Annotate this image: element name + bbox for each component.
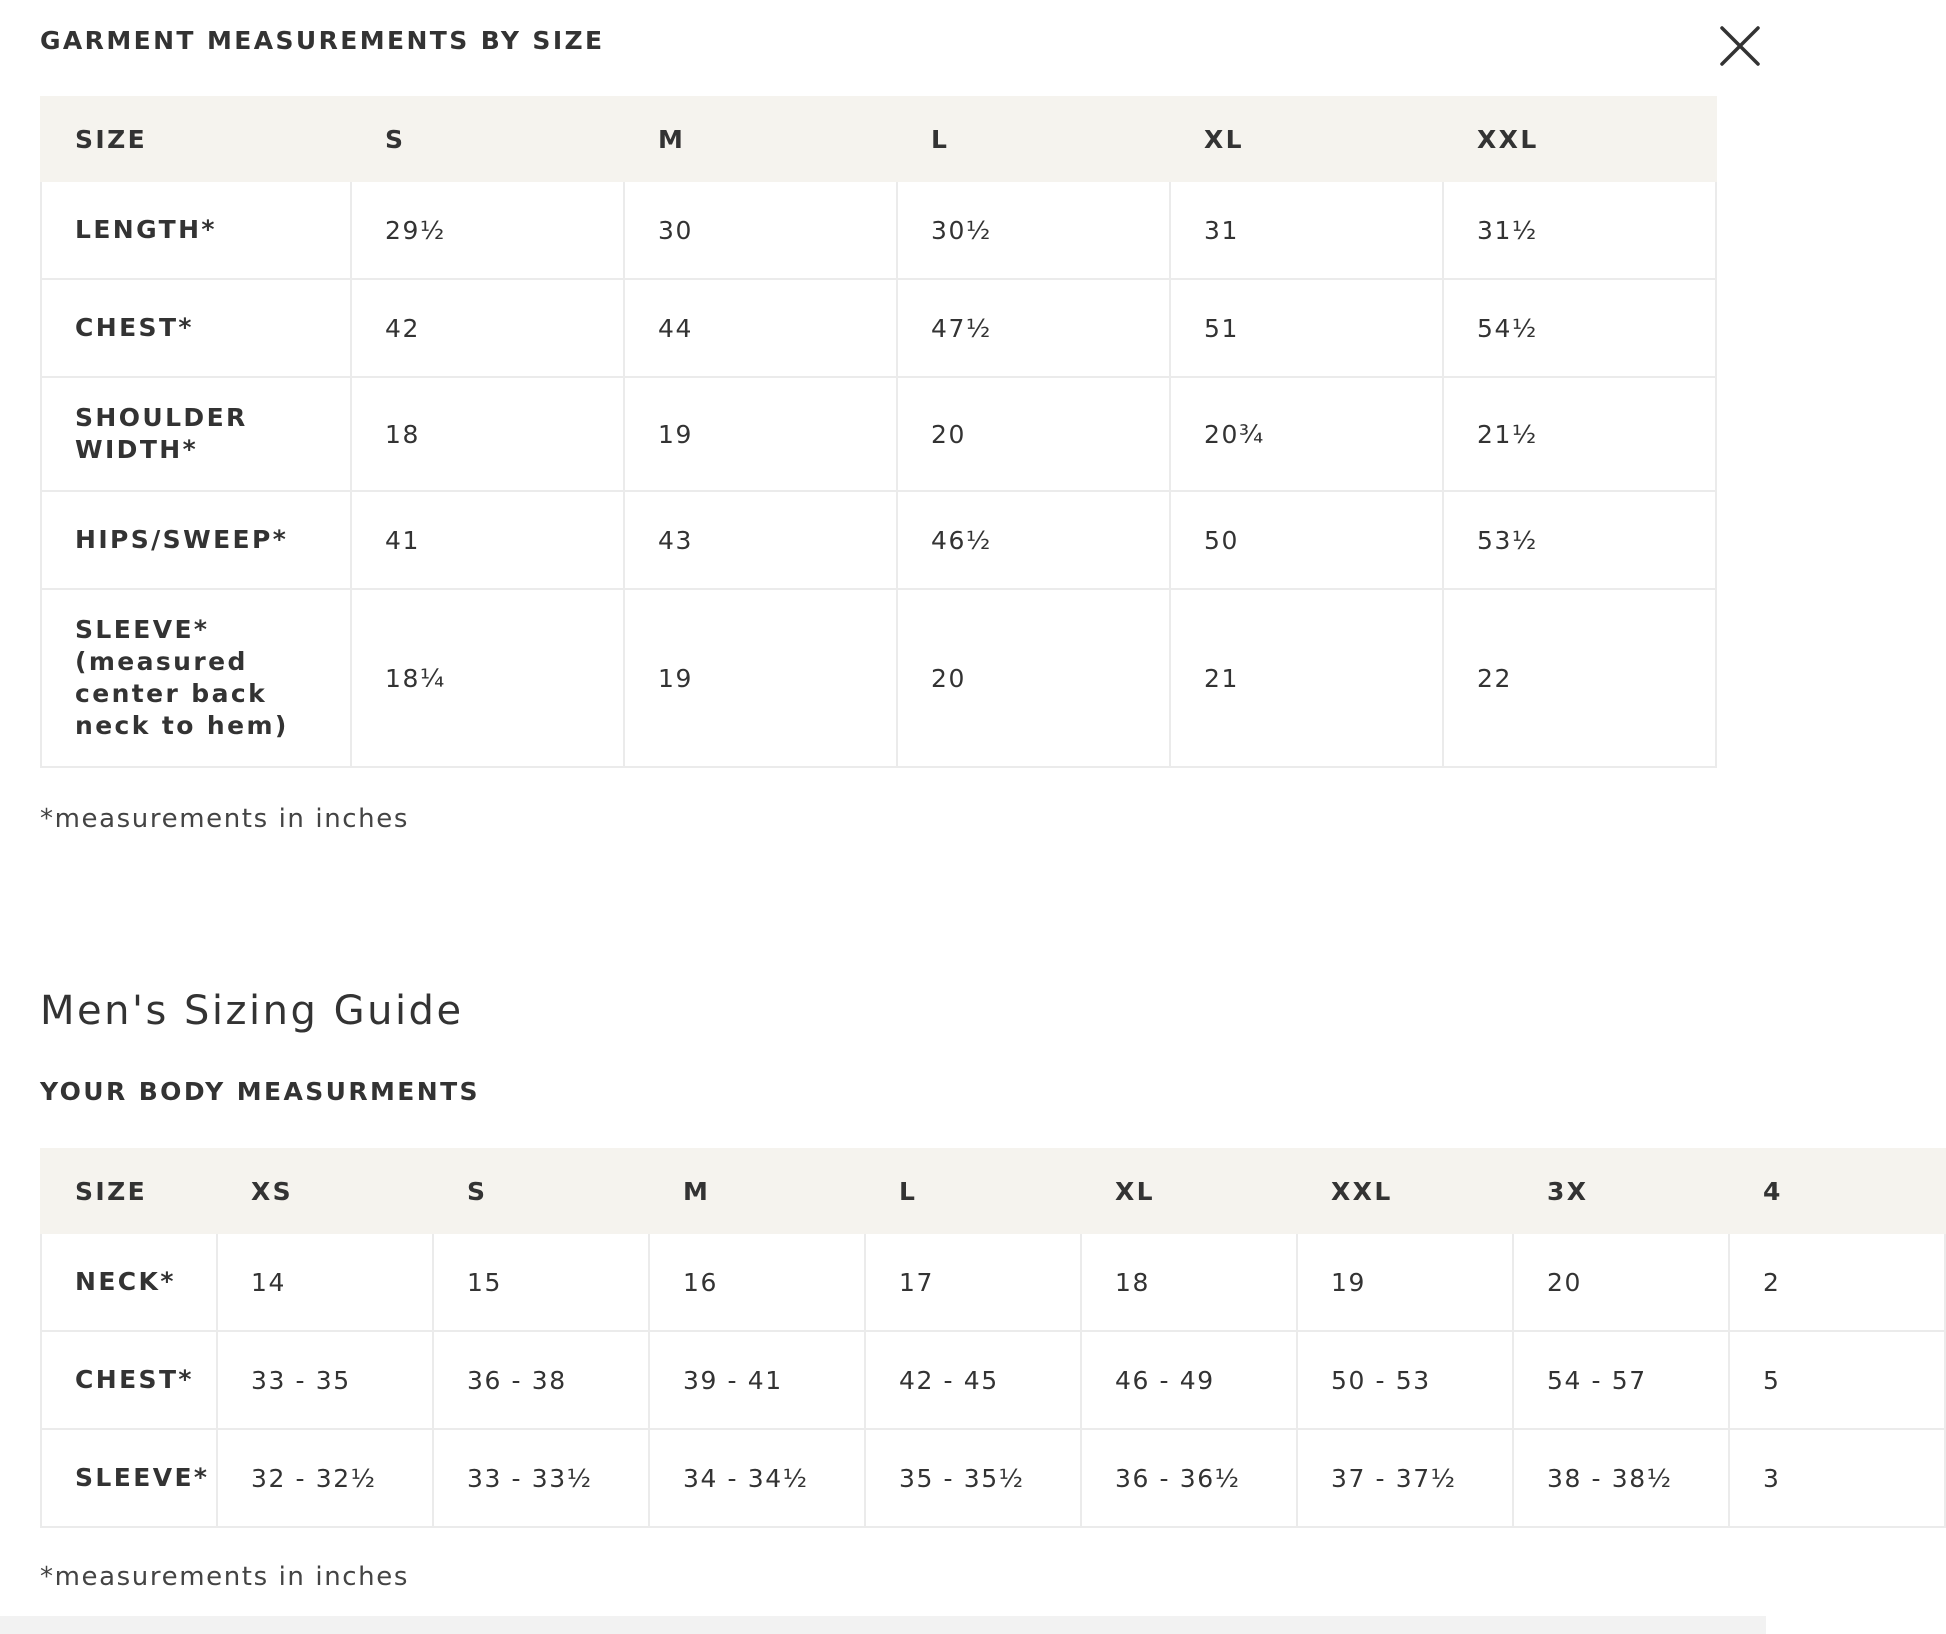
table-row bbox=[41, 181, 1716, 279]
table-cell: 47½ bbox=[897, 279, 1170, 377]
table-cell: 33 - 35 bbox=[217, 1331, 433, 1429]
column-header: S bbox=[351, 97, 624, 181]
table-cell: 42 - 45 bbox=[865, 1331, 1081, 1429]
table-cell: 30½ bbox=[897, 181, 1170, 279]
row-label: CHEST* bbox=[41, 279, 351, 377]
table-row bbox=[41, 1233, 1945, 1331]
mens-sizing-guide-title: Men's Sizing Guide bbox=[40, 988, 464, 1034]
table-row bbox=[41, 279, 1716, 377]
close-button[interactable] bbox=[1716, 22, 1764, 70]
garment-measurements-title: GARMENT MEASUREMENTS BY SIZE bbox=[40, 26, 605, 55]
column-header: L bbox=[897, 97, 1170, 181]
table-cell: 36 - 36½ bbox=[1081, 1429, 1297, 1527]
column-header: 3X bbox=[1513, 1149, 1729, 1233]
column-header: 4 bbox=[1729, 1149, 1945, 1233]
table-cell: 36 - 38 bbox=[433, 1331, 649, 1429]
table-row bbox=[41, 1331, 1945, 1429]
table-cell: 17 bbox=[865, 1233, 1081, 1331]
table-cell: 44 bbox=[624, 279, 897, 377]
table-cell: 31½ bbox=[1443, 181, 1716, 279]
column-header: SIZE bbox=[41, 97, 351, 181]
table-cell: 19 bbox=[624, 377, 897, 491]
column-header: XXL bbox=[1443, 97, 1716, 181]
table-cell: 43 bbox=[624, 491, 897, 589]
table-cell: 37 - 37½ bbox=[1297, 1429, 1513, 1527]
row-label: CHEST* bbox=[41, 1331, 217, 1429]
column-header: XS bbox=[217, 1149, 433, 1233]
table-cell: 18 bbox=[1081, 1233, 1297, 1331]
table-cell: 42 bbox=[351, 279, 624, 377]
table-cell: 21½ bbox=[1443, 377, 1716, 491]
table-cell: 19 bbox=[1297, 1233, 1513, 1331]
table-cell: 50 bbox=[1170, 491, 1443, 589]
column-header: XL bbox=[1170, 97, 1443, 181]
table-cell: 19 bbox=[624, 589, 897, 767]
table-cell: 21 bbox=[1170, 589, 1443, 767]
row-label: SLEEVE* (measured center back neck to hem) bbox=[41, 589, 351, 767]
body-measurements-title: YOUR BODY MEASURMENTS bbox=[40, 1077, 480, 1106]
table-header-row bbox=[41, 1149, 1945, 1233]
row-label: LENGTH* bbox=[41, 181, 351, 279]
column-header: S bbox=[433, 1149, 649, 1233]
column-header: L bbox=[865, 1149, 1081, 1233]
table-cell: 32 - 32½ bbox=[217, 1429, 433, 1527]
column-header: M bbox=[624, 97, 897, 181]
table-cell: 20 bbox=[1513, 1233, 1729, 1331]
table-cell: 20 bbox=[897, 377, 1170, 491]
table-cell: 31 bbox=[1170, 181, 1443, 279]
table-cell: 3 bbox=[1729, 1429, 1945, 1527]
row-label: HIPS/SWEEP* bbox=[41, 491, 351, 589]
table-cell: 20¾ bbox=[1170, 377, 1443, 491]
modal-bottom-edge bbox=[0, 1616, 1766, 1634]
column-header: SIZE bbox=[41, 1149, 217, 1233]
row-label: SLEEVE* bbox=[41, 1429, 217, 1527]
garment-measurements-table bbox=[40, 96, 1717, 768]
table-cell: 33 - 33½ bbox=[433, 1429, 649, 1527]
table-cell: 5 bbox=[1729, 1331, 1945, 1429]
table-cell: 30 bbox=[624, 181, 897, 279]
garment-footnote: *measurements in inches bbox=[40, 804, 409, 834]
table-cell: 38 - 38½ bbox=[1513, 1429, 1729, 1527]
table-cell: 46½ bbox=[897, 491, 1170, 589]
body-footnote: *measurements in inches bbox=[40, 1562, 409, 1592]
table-cell: 39 - 41 bbox=[649, 1331, 865, 1429]
table-cell: 18 bbox=[351, 377, 624, 491]
table-cell: 50 - 53 bbox=[1297, 1331, 1513, 1429]
column-header: M bbox=[649, 1149, 865, 1233]
close-icon bbox=[1716, 22, 1764, 70]
table-cell: 53½ bbox=[1443, 491, 1716, 589]
table-cell: 15 bbox=[433, 1233, 649, 1331]
column-header: XL bbox=[1081, 1149, 1297, 1233]
table-cell: 54½ bbox=[1443, 279, 1716, 377]
row-label: SHOULDER WIDTH* bbox=[41, 377, 351, 491]
table-cell: 46 - 49 bbox=[1081, 1331, 1297, 1429]
table-cell: 34 - 34½ bbox=[649, 1429, 865, 1527]
row-label: NECK* bbox=[41, 1233, 217, 1331]
table-cell: 16 bbox=[649, 1233, 865, 1331]
table-row bbox=[41, 491, 1716, 589]
table-cell: 14 bbox=[217, 1233, 433, 1331]
column-header: XXL bbox=[1297, 1149, 1513, 1233]
table-cell: 2 bbox=[1729, 1233, 1945, 1331]
body-measurements-table bbox=[40, 1148, 1946, 1528]
table-cell: 29½ bbox=[351, 181, 624, 279]
table-header-row bbox=[41, 97, 1716, 181]
table-cell: 20 bbox=[897, 589, 1170, 767]
table-cell: 22 bbox=[1443, 589, 1716, 767]
table-row bbox=[41, 589, 1716, 767]
table-cell: 18¼ bbox=[351, 589, 624, 767]
table-cell: 51 bbox=[1170, 279, 1443, 377]
table-row bbox=[41, 377, 1716, 491]
table-cell: 54 - 57 bbox=[1513, 1331, 1729, 1429]
table-row bbox=[41, 1429, 1945, 1527]
table-cell: 35 - 35½ bbox=[865, 1429, 1081, 1527]
table-cell: 41 bbox=[351, 491, 624, 589]
